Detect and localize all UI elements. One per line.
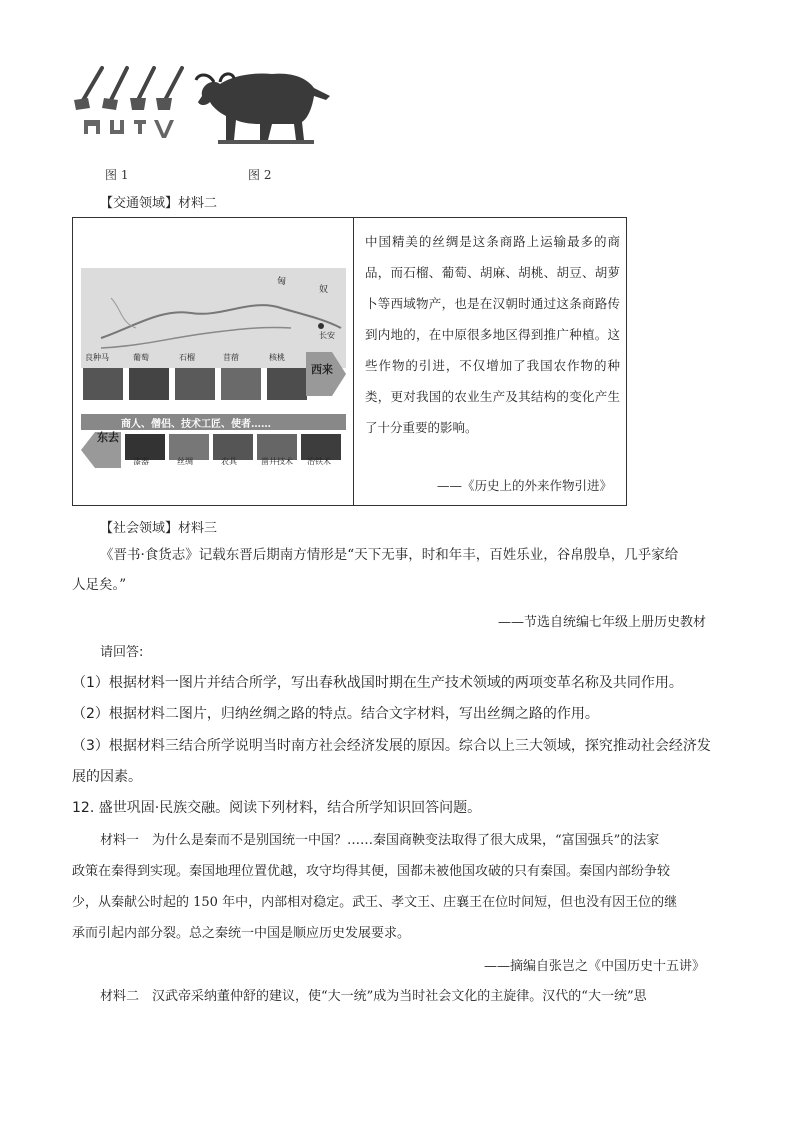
material2-text: 中国精美的丝绸是这条商路上运输最多的商品，而石榴、葡萄、胡麻、胡桃、胡豆、胡萝卜等西域物产，也是在汉朝时通过这条商路传到内地的，在中原很多地区得到推广种植。这些作物的引进，不仅增加了我国农作物的种类，更对我国的农业生产及其结构的变化产生了十分重要的影响。 bbox=[365, 234, 620, 435]
figure-1-tools bbox=[72, 64, 187, 144]
q12-material1-line2: 政策在秦得到实现。秦国地理位置优越，攻守均得其便，国都未被他国攻破的只有秦国。秦国内部纷争较 bbox=[72, 864, 671, 879]
horse-image bbox=[83, 368, 123, 400]
item-label-pomegranate: 石榴 bbox=[179, 353, 195, 362]
material3-source: ——节选自统编七年级上册历史教材 bbox=[498, 615, 707, 630]
question-2: （2）根据材料二图片，归纳丝绸之路的特点。结合文字材料，写出丝绸之路的作用。 bbox=[72, 706, 599, 722]
material2-header: 【交通领域】材料二 bbox=[100, 196, 218, 211]
east-items-row bbox=[81, 456, 346, 468]
alfalfa-image bbox=[221, 368, 261, 400]
east-arrow-label: 东去 bbox=[97, 431, 119, 444]
map-label-xiong: 匈 bbox=[277, 277, 287, 287]
people-label: 商人、僧侣、技术工匠、使者…… bbox=[121, 419, 271, 430]
item-label-farmtools: 农具 bbox=[221, 457, 237, 466]
map-label-nu: 奴 bbox=[319, 285, 329, 295]
pomegranate-image bbox=[175, 368, 215, 400]
material2-source: ——《历史上的外来作物引进》 bbox=[436, 478, 612, 493]
question-3-line1: （3）根据材料三结合所学说明当时南方社会经济发展的原因。综合以上三大领域，探究推动社会经济发 bbox=[72, 738, 711, 754]
q12-material1-line4: 承而引起内部分裂。总之秦统一中国是顺应历史发展要求。 bbox=[72, 926, 411, 941]
west-arrow-label: 西来 bbox=[311, 363, 333, 376]
item-label-walnut: 核桃 bbox=[269, 353, 285, 362]
material2-divider bbox=[353, 218, 354, 505]
material2-box bbox=[72, 217, 627, 506]
item-label-well: 凿井技术 bbox=[261, 457, 293, 466]
q12-material1-source: ——摘编自张岂之《中国历史十五讲》 bbox=[484, 959, 706, 974]
question-12-title: 12. 盛世巩固·民族交融。阅读下列材料，结合所学知识回答问题。 bbox=[72, 800, 482, 816]
west-images-row bbox=[81, 363, 346, 410]
figure-2-caption: 图 2 bbox=[248, 168, 272, 182]
figure-1-caption: 图 1 bbox=[105, 168, 129, 182]
grape-image bbox=[129, 368, 169, 400]
question-1: （1）根据材料一图片并结合所学，写出春秋战国时期在生产技术领域的两项变革名称及共同作用。 bbox=[72, 675, 683, 691]
item-label-silk: 丝绸 bbox=[177, 457, 193, 466]
iron-tools-illustration bbox=[72, 64, 187, 144]
item-label-grape: 葡萄 bbox=[133, 353, 149, 362]
figure-2-ox bbox=[192, 66, 340, 146]
item-label-horse: 良种马 bbox=[85, 353, 109, 362]
questions-prompt: 请回答: bbox=[100, 645, 144, 660]
q12-material1-line3: 少，从秦献公时起的 150 年中，内部相对稳定。武王、孝文王、庄襄王在位时间短，但也没有因王位的继 bbox=[72, 895, 678, 910]
people-band bbox=[81, 414, 346, 430]
question-3-line2: 展的因素。 bbox=[72, 769, 142, 785]
walnut-image bbox=[267, 368, 307, 400]
ox-sculpture-illustration bbox=[192, 66, 340, 146]
item-label-alfalfa: 苜蓿 bbox=[223, 353, 239, 362]
q12-material1-line1: 材料一 为什么是秦而不是别国统一中国？……秦国商鞅变法取得了很大成果，“富国强兵”的法家 bbox=[100, 833, 660, 848]
item-label-lacquerware: 漆器 bbox=[133, 457, 149, 466]
material3-header: 【社会领域】材料三 bbox=[100, 521, 218, 536]
material3-text-line1: 《晋书·食货志》记载东晋后期南方情形是“天下无事，时和年丰，百姓乐业，谷帛殷阜，几乎家给 bbox=[100, 547, 679, 563]
q12-material2-line1: 材料二 汉武帝采纳董仲舒的建议，使“大一统”成为当时社会文化的主旋律。汉代的“大一统”思 bbox=[100, 989, 647, 1004]
material3-text-line2: 人足矣。” bbox=[72, 577, 127, 593]
map-label-changan: 长安 bbox=[319, 331, 335, 340]
item-label-smelting: 冶铁术 bbox=[307, 457, 331, 466]
